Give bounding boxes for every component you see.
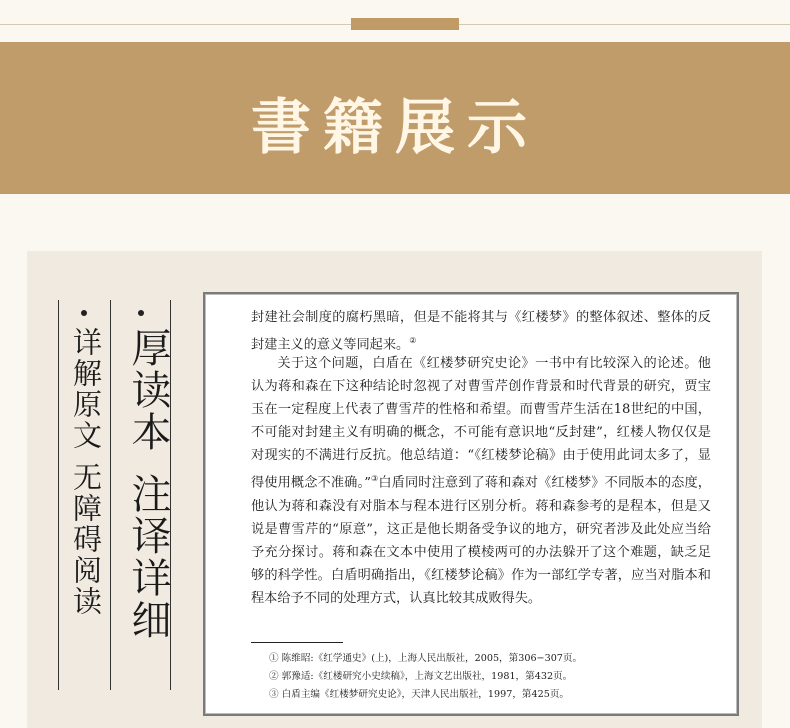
- left-rule-2: [110, 300, 111, 690]
- note-mark-3: ③: [370, 474, 379, 484]
- footnote-2: ② 郭豫适:《红楼研究小史续稿》，上海文艺出版社，1981，第432页。: [269, 671, 573, 682]
- banner-title: 書籍展示: [251, 93, 539, 163]
- footnote-rule: [251, 642, 343, 643]
- feature-left-text: 详解原文 无障碍阅读: [69, 327, 103, 618]
- feature-right-line2: 注译详细: [125, 473, 171, 641]
- book-page-sample: [203, 292, 739, 716]
- footnote-3: ③ 白盾主编《红楼梦研究史论》，天津人民出版社，1997，第425页。: [269, 689, 570, 700]
- paragraph-1-text: 封建社会制度的腐朽黑暗，但是不能将其与《红楼梦》的整体叙述、整体的反封建主义的意义等同起来。: [251, 310, 711, 353]
- bullet-right: [138, 310, 144, 316]
- page-paragraph-1: [251, 306, 711, 357]
- page-paragraph-2: [251, 352, 711, 610]
- footnote-1: ① 陈维昭:《红学通史》(上)，上海人民出版社，2005，第306−307页。: [269, 653, 583, 664]
- paragraph-2-text: 关于这个问题，白盾在《红楼梦研究史论》一书中有比较深入的论述。他认为蒋和森在下这种结论时忽视了对曹雪芹创作背景和时代背景的研究，贾宝玉在一定程度上代表了曹雪芹的性格和希望。而曹雪芹生活在18世纪的中国，不可能对封建主义有明确的概念，不可能有意识地“反封建”，红楼人物仅仅是对现实的不满进行反抗。他总结道：“《红楼梦论稿》由于使用此词太多了，显得使用概念不准确。”: [251, 356, 711, 491]
- section-banner: [0, 42, 790, 194]
- feature-right-line1: 厚读本: [125, 327, 171, 453]
- left-rule-1: [58, 300, 59, 690]
- paragraph-2-continuation: 白盾同时注意到了蒋和森对《红楼梦》不同版本的态度，他认为蒋和森没有对脂本与程本进行区别分析。蒋和森参考的是程本，但是又说是曹雪芹的“原意”，这正是他长期备受争议的地方，研究者涉及此处应当给予充分探讨。蒋和森在文本中使用了模棱两可的办法躲开了这个难题，缺乏足够的科学性。白盾明确指出，《红楼梦论稿》作为一部红学专著，应当对脂本和程本给予不同的处理方式，认真比较其成败得失。: [251, 475, 711, 607]
- note-mark-2: ②: [409, 336, 417, 346]
- bullet-left: [81, 310, 87, 316]
- top-decorative-tab: [351, 18, 459, 30]
